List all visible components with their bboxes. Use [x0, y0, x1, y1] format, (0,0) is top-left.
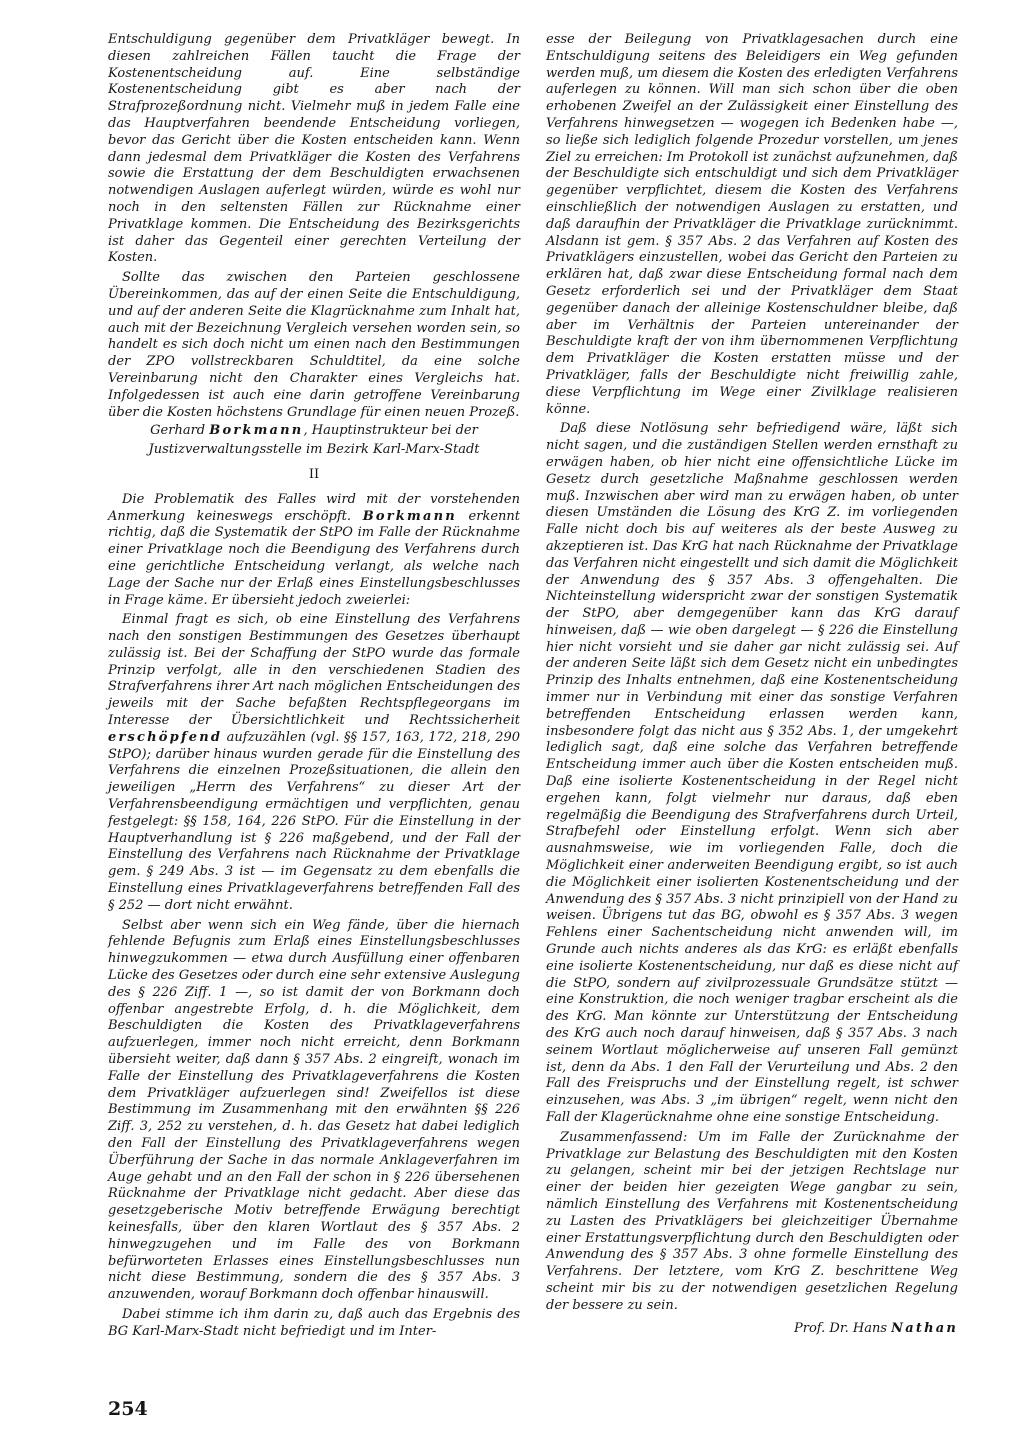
paragraph-first-point-rest: aufzuzählen (vgl. §§ 157, 163, 172, 218, 290 StPO); darüber hinaus wurden gerade für die Einstellung des Verfahrens die einzelnen Prozeßsituationen, die allein den jeweiligen „Herrn des Verfahrens“ zu dieser Art der Verfahrensbeendigung ermächtigen und verpflichten, genau festgelegt: §§ 158, 164, 226 StPO. Für die Einstellung in der Hauptverhandlung ist § 226 maßgebend, und der Fall der Einstellung des Verfahrens nach Rücknahme der Privatklage gem. § 249 Abs. 3 ist — im Gegensatz zu dem ebenfalls die Einstellung eines Privatklageverfahrens betreffenden Fall des § 252 — dort nicht erwähnt.: [108, 729, 520, 913]
left-column: [108, 32, 520, 1341]
author-last-name: Borkmann: [209, 423, 304, 439]
paragraph-problem-start: Die Problematik des Falles wird mit der vorstehenden Anmerkung keineswegs erschöpft.: [108, 491, 520, 524]
paragraph-problem: [108, 492, 520, 610]
paragraph-first-point-start: Einmal fragt es sich, ob eine Einstellung des Verfahrens nach den sonstigen Bestimmungen des Gesetzes überhaupt zulässig ist. Bei der Schaffung der StPO wurde das formale Prinzip verfolgt, alle in den verschiedenen Stadien des Strafverfahrens ihrer Art nach möglichen Entscheidungen des jeweils mit der Sache befaßten Rechtspflegeorgans im Interesse der Übersichtlichkeit und Rechtssicherheit: [108, 612, 521, 729]
paragraph-summary: Zusammenfassend: Um im Falle der Zurücknahme der Privatklage zur Belastung des Beschuldigten mit den Kosten zu gelangen, scheint mir bei der jetzigen Rechtslage nur einer der beiden hier gezeigten Wege gangbar zu sein, nämlich Einstellung des Verfahrens mit Kostenentscheidung zu Lasten des Privatklägers bei gleichzeitiger Übernahme einer Erstattungsverpflichtung durch den Beschuldigten oder Anwendung des § 357 Abs. 3 ohne formelle Einstellung des Verfahrens. Der letztere, vom KrG Z. beschrittene Weg scheint mir bis zu der notwendigen gesetzlichen Regelung der bessere zu sein.: [546, 1129, 958, 1313]
paragraph-emergency-solution: Daß diese Notlösung sehr befriedigend wäre, läßt sich nicht sagen, und die zuständigen Stellen werden ernsthaft zu erwägen haben, ob hier nicht eine offensichtliche Lücke im Gesetz durch gesetzliche Maßnahme geschlossen werden muß. Inzwischen aber wird man zu erwägen haben, ob unter diesen Umständen die Lösung des KrG Z. im vorliegenden Falle nicht doch bis auf weiteres als der beste Ausweg zu akzeptieren ist. Das KrG hat nach Rücknahme der Privatklage das Verfahren nicht eingestellt und sich damit die Möglichkeit der Anwendung des § 357 Abs. 3 offengehalten. Die Nichteinstellung widerspricht zwar der sonstigen Systematik der StPO, aber demgegenüber kann das KrG darauf hinweisen, daß — wie oben dargelegt — § 226 die Einstellung hier nicht vorsieht und sie daher gar nicht zulässig sei. Auf der anderen Seite läßt sich dem Gesetz nicht ein unbedingtes Prinzip des Inhalts entnehmen, daß eine Kostenentscheidung immer nur in Verbindung mit einer das sonstige Verfahren betreffenden Entscheidung erlassen werden kann, insbesondere folgt das nicht aus § 352 Abs. 1, der umgekehrt lediglich sagt, daß eine solche das Verfahren betreffende Entscheidung immer auch über die Kosten entscheiden muß. Daß eine isolierte Kostenentscheidung in der Regel nicht ergehen kann, folgt vielmehr nur daraus, daß eben regelmäßig die Beendigung des Strafverfahrens durch Urteil, Strafbefehl oder Einstellung erfolgt. Wenn sich aber ausnahmsweise, wie im vorliegenden Falle, doch die Möglichkeit einer anderweiten Beendigung ergibt, so ist auch die Möglichkeit einer isolierten Kostenentscheidung und der Anwendung des § 357 Abs. 3 nicht prinzipiell von der Hand zu weisen. Übrigens tut das BG, obwohl es § 357 Abs. 3 wegen Fehlens einer Sachentscheidung nicht anwenden will, im Grunde auch nichts anderes als das KrG: es erläßt ebenfalls eine isolierte Kostenentscheidung, nur daß es diese nicht auf die StPO, sondern auf zivilprozessuale Grundsätze stützt — eine Konstruktion, die noch weniger tragbar erscheint als die des KrG. Man könnte zur Unterstützung der Entscheidung des KrG auch noch darauf hinweisen, daß § 357 Abs. 3 nach seinem Wortlaut möglicherweise auf unseren Fall gemünzt ist, denn da Abs. 1 den Fall der Verurteilung und Abs. 2 den Fall des Freispruchs und der Einstellung regelt, ist schwer einzusehen, was Abs. 3 „im übrigen“ regelt, wenn nicht den Fall der Klagerücknahme ohne eine sonstige Entscheidung.: [546, 421, 958, 1125]
paragraph-agreement: Dabei stimme ich ihm darin zu, daß auch das Ergebnis des BG Karl-Marx-Stadt nicht befriedigt und im Inter-: [108, 1306, 520, 1339]
author-first-name: Gerhard: [150, 423, 206, 439]
paragraph-continuation: Entschuldigung gegenüber dem Privatkläger bewegt. In diesen zahlreichen Fällen taucht die Frage der Kostenentscheidung auf. Eine selbständige Kostenentscheidung gibt es aber nach der Strafprozeßordnung nicht. Vielmehr muß in jedem Falle eine das Hauptverfahren beendende Entscheidung vorliegen, bevor das Gericht über die Kosten entscheiden kann. Wenn dann jedesmal dem Privatkläger die Kosten des Verfahrens sowie die Erstattung der dem Beschuldigten erwachsenen notwendigen Auslagen auferlegt würden, würde es wohl nur noch in den seltensten Fällen zur Rücknahme einer Privatklage kommen. Die Entscheidung des Bezirksgerichts ist daher das Gegenteil einer gerechten Verteilung der Kosten.: [108, 32, 520, 266]
spaced-word-exhaustive: erschöpfend: [108, 729, 223, 745]
author-office: Justizverwaltungsstelle im Bezirk Karl-Marx-Stadt: [148, 442, 480, 458]
signature-last-name: Nathan: [891, 1320, 958, 1336]
page-number: 254: [108, 1398, 148, 1420]
signature-title: Prof. Dr. Hans: [794, 1320, 888, 1336]
paragraph-second-point: Selbst aber wenn sich ein Weg fände, über die hiernach fehlende Befugnis zum Erlaß eines Einstellungsbeschlusses hinwegzukommen — etwa durch Ausfüllung einer offenbaren Lücke des Gesetzes oder durch eine sehr extensive Auslegung des § 226 Ziff. 1 —, so ist damit der von Borkmann doch offenbar angestrebte Erfolg, d. h. die Möglichkeit, dem Beschuldigten die Kosten des Privatklageverfahrens aufzuerlegen, immer noch nicht erreicht, denn Borkmann übersieht weiter, daß dann § 357 Abs. 2 eingreift, wonach im Falle der Einstellung des Privatklageverfahrens die Kosten dem Privatkläger aufzuerlegen sind! Zweifellos ist diese Bestimmung im Zusammenhang mit den erwähnten §§ 226 Ziff. 3, 252 zu verstehen, d. h. das Gesetz hat dabei lediglich den Fall der Einstellung des Privatklageverfahrens wegen Überführung der Sache in das normale Anklageverfahren im Auge gehabt und an den Fall der schon in § 226 übersehenen Rücknahme der Privatklage nicht gedacht. Aber diese das gesetzgeberische Motiv betreffende Erwägung berechtigt keinesfalls, über den klaren Wortlaut des § 357 Abs. 2 hinwegzugehen und im Falle des von Borkmann befürworteten Erlasses eines Einstellungsbeschlusses nun nicht diese Bestimmung, sondern die des § 357 Abs. 3 anzuwenden, worauf Borkmann doch offenbar hinauswill.: [108, 917, 520, 1303]
paragraph-problem-rest: erkennt richtig, daß die Systematik der StPO im Falle der Rücknahme einer Privatklage noch die Beendigung des Verfahrens durch eine gerichtliche Entscheidung verlangt, als welche nach Lage der Sache nur der Erlaß eines Einstellungsbeschlusses in Frage käme. Er übersieht jedoch zweierlei:: [108, 508, 520, 608]
author-line: [108, 423, 520, 440]
section-heading: II: [308, 466, 320, 482]
signature: [546, 1321, 958, 1338]
paragraph-first-point: [108, 612, 520, 914]
paragraph-problem-name: Borkmann: [362, 508, 457, 524]
paragraph-settlement: Sollte das zwischen den Parteien geschlossene Übereinkommen, das auf der einen Seite die Entschuldigung, und auf der anderen Seite die Klagrücknahme zum Inhalt hat, auch mit der Bezeichnung Vergleich versehen worden sein, so handelt es sich doch nicht um einen nach den Bestimmungen der ZPO vollstreckbaren Schuldtitel, da eine solche Vereinbarung nicht den Charakter eines Vergleichs hat. Infolgedessen ist auch eine darin getroffene Vereinbarung über die Kosten höchstens Grundlage für einen neuen Prozeß.: [108, 270, 520, 420]
paragraph-procedure: esse der Beilegung von Privatklagesachen durch eine Entschuldigung seitens des Beleidigers ein Weg gefunden werden muß, um diesem die Kosten des erledigten Verfahrens auferlegen zu können. Will man sich schon über die oben erhobenen Zweifel an der Zulässigkeit einer Einstellung des Verfahrens hinwegsetzen — wogegen ich Bedenken habe —, so ließe sich lediglich folgende Prozedur vorstellen, um jenes Ziel zu erreichen: Im Protokoll ist zunächst aufzunehmen, daß der Beschuldigte sich entschuldigt und sich dem Privatkläger gegenüber verpflichtet, diesem die Kosten des Verfahrens einschließlich der notwendigen Auslagen zu erstatten, und daß daraufhin der Privatkläger die Privatklage zurücknimmt. Alsdann ist gem. § 357 Abs. 2 das Verfahren auf Kosten des Privatklägers einzustellen, wobei das Gericht den Parteien zu erklären hat, daß zwar diese Entscheidung formal nach dem Gesetz erforderlich sei und der Privatkläger dem Staat gegenüber danach der alleinige Kostenschuldner bleibe, daß aber im Verhältnis der Parteien untereinander der Beschuldigte kraft der von ihm übernommenen Verpflichtung dem Privatkläger die Kosten erstatten müsse und der Privatkläger, falls der Beschuldigte nicht freiwillig zahle, diese Verpflichtung im Wege einer Zivilklage realisieren könne.: [546, 32, 958, 417]
author-role: , Hauptinstrukteur bei der: [303, 423, 478, 439]
right-column: [546, 32, 958, 1337]
